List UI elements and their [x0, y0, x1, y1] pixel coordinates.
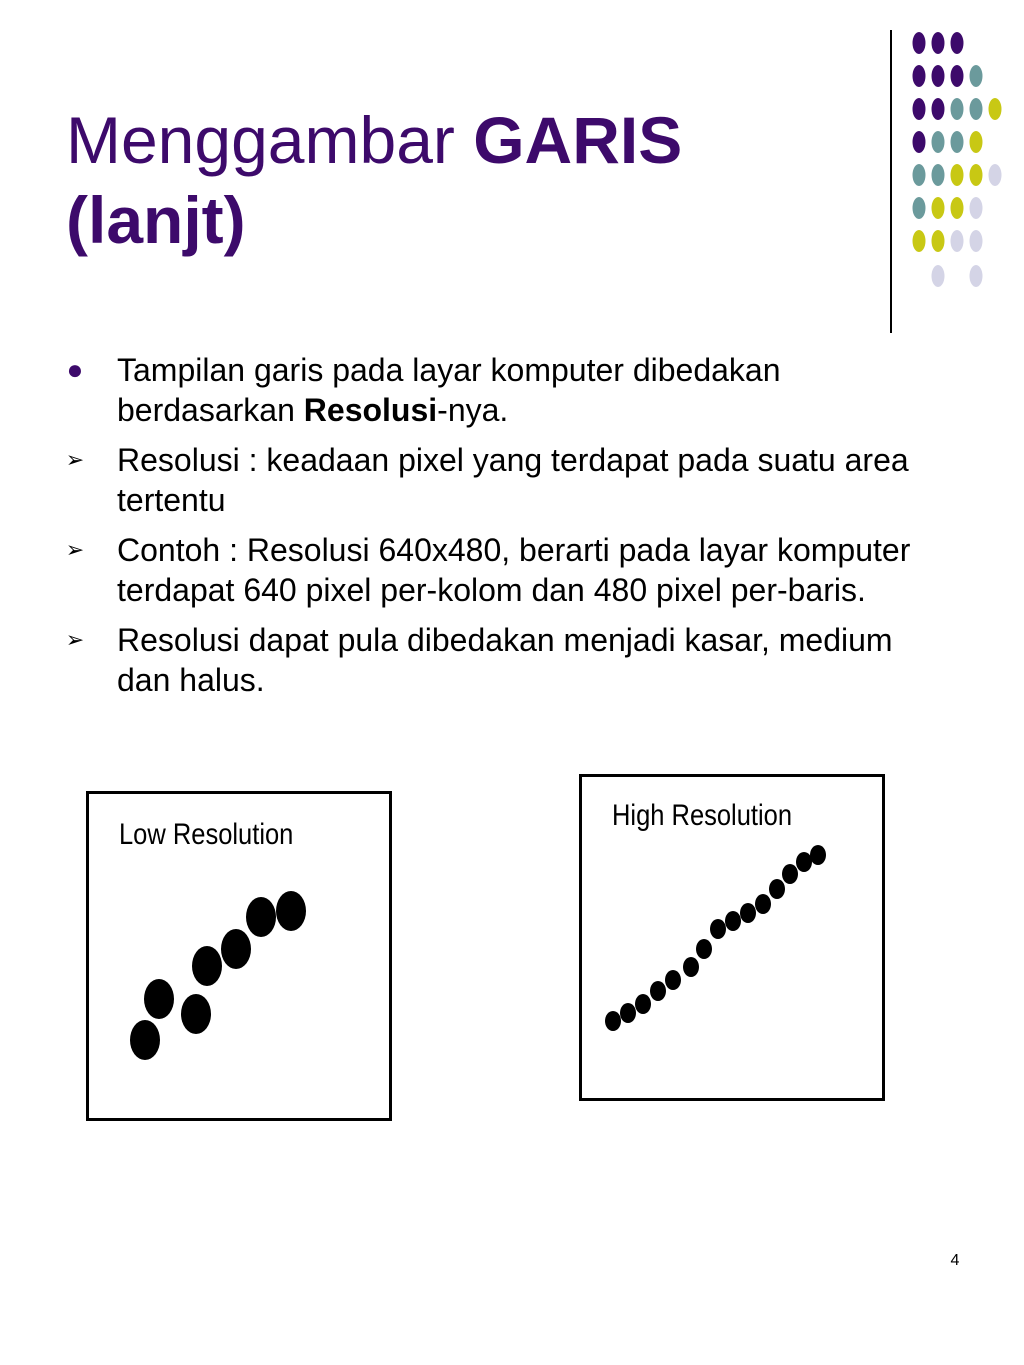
- pixel-dot: [710, 919, 726, 939]
- deco-dot: [970, 197, 983, 219]
- low-resolution-figure: [86, 791, 392, 1121]
- pixel-dot: [181, 994, 211, 1034]
- deco-dot: [951, 230, 964, 252]
- pixel-dot: [144, 979, 174, 1019]
- deco-dot: [932, 32, 945, 54]
- deco-dot: [913, 164, 926, 186]
- bullet-item: [60, 620, 940, 700]
- title-bold-text: GARIS: [473, 103, 683, 177]
- pixel-dot: [246, 897, 276, 937]
- arrow-bullet-icon: ➢: [65, 447, 85, 472]
- pixel-dot: [665, 970, 681, 990]
- high-resolution-figure: [579, 774, 885, 1101]
- pixel-dot: [740, 903, 756, 923]
- pixel-dot: [605, 1011, 621, 1031]
- deco-dot: [951, 98, 964, 120]
- pixel-dot: [130, 1020, 160, 1060]
- bullet-text: Resolusi : keadaan pixel yang terdapat pada suatu area tertentu: [117, 442, 909, 518]
- bullet-text: Contoh : Resolusi 640x480, berarti pada layar komputer terdapat 640 pixel per-kolom dan 480 pixel per-baris.: [117, 532, 911, 608]
- arrow-bullet-icon: ➢: [65, 537, 85, 562]
- low-resolution-label: Low Resolution: [119, 818, 294, 851]
- pixel-dot: [650, 981, 666, 1001]
- high-resolution-pixels: [582, 777, 882, 1098]
- title-line-2: (lanjt): [66, 183, 246, 257]
- deco-dot: [951, 197, 964, 219]
- deco-dot: [932, 265, 945, 287]
- deco-dot: [932, 98, 945, 120]
- arrow-bullet-icon: ➢: [65, 627, 85, 652]
- deco-dot: [970, 131, 983, 153]
- deco-dot: [932, 230, 945, 252]
- deco-dot: [913, 65, 926, 87]
- pixel-dot: [782, 864, 798, 884]
- deco-dot: [951, 131, 964, 153]
- low-resolution-pixels: [89, 794, 389, 1118]
- deco-dot: [913, 98, 926, 120]
- deco-dot: [913, 131, 926, 153]
- pixel-dot: [683, 957, 699, 977]
- high-resolution-label: High Resolution: [612, 799, 793, 832]
- deco-dot: [989, 98, 1002, 120]
- bold-term: Resolusi: [303, 392, 438, 428]
- deco-dot: [932, 131, 945, 153]
- disc-bullet-icon: ●: [66, 354, 84, 385]
- bullet-text: Tampilan garis pada layar komputer dibedakan berdasarkan Resolusi-nya.: [117, 352, 781, 428]
- deco-dot: [932, 65, 945, 87]
- deco-dot: [970, 65, 983, 87]
- deco-dot: [913, 230, 926, 252]
- deco-dot: [951, 32, 964, 54]
- pixel-dot: [192, 946, 222, 986]
- pixel-dot: [755, 894, 771, 914]
- deco-dot: [970, 230, 983, 252]
- bullet-item: [60, 530, 940, 610]
- deco-dot: [951, 65, 964, 87]
- deco-dot: [970, 98, 983, 120]
- pixel-dot: [796, 852, 812, 872]
- pixel-dot: [635, 994, 651, 1014]
- bullet-item: [60, 440, 940, 520]
- bullet-item: [60, 350, 940, 430]
- bullet-list: [60, 350, 940, 710]
- pixel-dot: [769, 879, 785, 899]
- decorative-vertical-line: [890, 30, 892, 333]
- pixel-dot: [725, 911, 741, 931]
- pixel-dot: [221, 929, 251, 969]
- deco-dot: [932, 164, 945, 186]
- pixel-dot: [276, 891, 306, 931]
- slide-title: [66, 100, 866, 260]
- title-normal-text: Menggambar: [66, 103, 474, 177]
- deco-dot: [913, 32, 926, 54]
- title-line-1: [66, 100, 866, 180]
- deco-dot: [913, 197, 926, 219]
- decorative-dot-grid: [905, 28, 1015, 298]
- pixel-dot: [810, 845, 826, 865]
- deco-dot: [932, 197, 945, 219]
- bullet-text: Resolusi dapat pula dibedakan menjadi kasar, medium dan halus.: [117, 622, 893, 698]
- page-number: 4: [950, 1252, 960, 1269]
- deco-dot: [951, 164, 964, 186]
- deco-dot: [970, 265, 983, 287]
- pixel-dot: [696, 939, 712, 959]
- pixel-dot: [620, 1003, 636, 1023]
- deco-dot: [970, 164, 983, 186]
- deco-dot: [989, 164, 1002, 186]
